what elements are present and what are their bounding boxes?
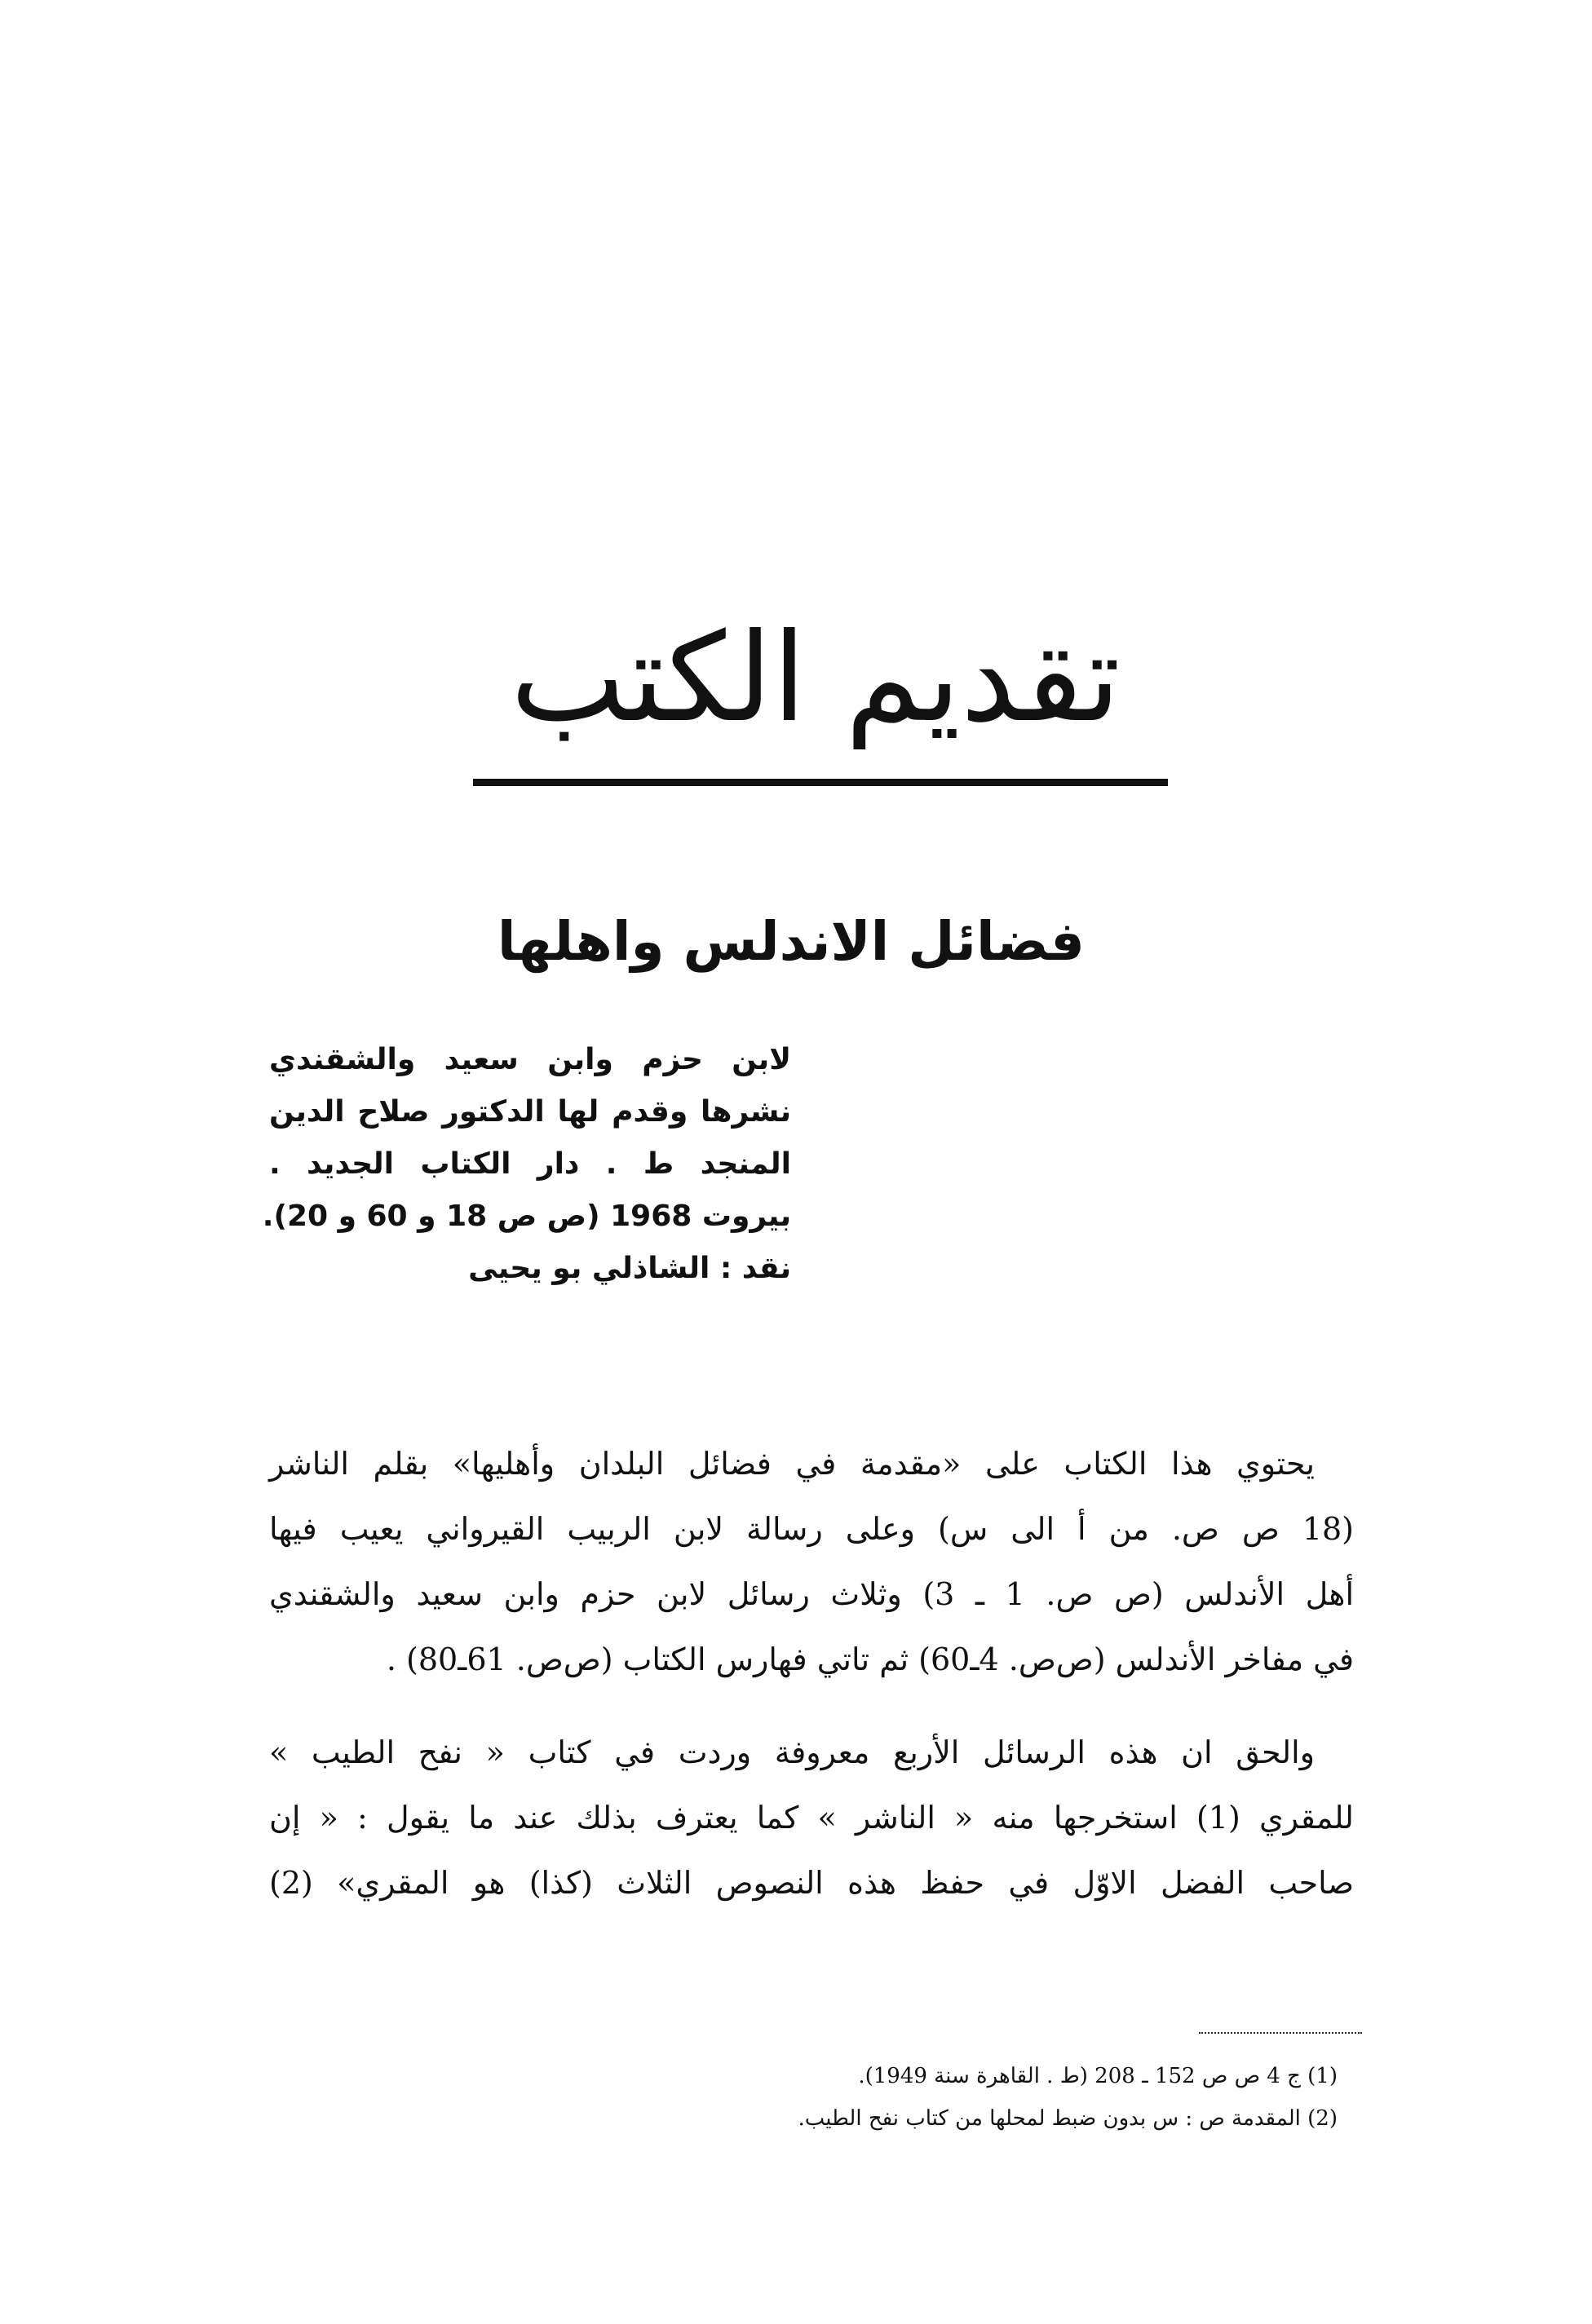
text-line: أهل الأندلس (ص ص. 1 ـ 3) وثلاث رسائل لابن حزم وابن سعيد والشقندي bbox=[269, 1576, 1354, 1612]
text-line: صاحب الفضل الاوّل في حفظ هذه النصوص الثلاث (كذا) هو المقري» (2) bbox=[269, 1865, 1354, 1901]
paragraph bbox=[269, 1431, 1354, 1692]
section-title: تقديم الكتب bbox=[510, 608, 1121, 749]
byline-authors: لابن حزم وابن سعيد والشقندي bbox=[269, 1043, 791, 1076]
footnote-1: (1) ج 4 ص ص 152 ـ 208 (ط . القاهرة سنة 1949). bbox=[858, 2064, 1338, 2088]
paragraph bbox=[269, 1720, 1354, 1915]
book-title: فضائل الاندلس واهلها bbox=[497, 910, 1085, 973]
byline-reviewer: نقد : الشاذلي بو يحيى bbox=[468, 1252, 791, 1285]
footnotes bbox=[620, 2055, 1338, 2140]
text-line: في مفاخر الأندلس (ص‌ص. 4ـ60) ثم تاتي فهارس الكتاب (ص‌ص. 61ـ80) . bbox=[386, 1641, 1354, 1677]
text-line: يحتوي هذا الكتاب على «مقدمة في فضائل البلدان وأهليها» بقلم الناشر bbox=[269, 1446, 1315, 1482]
book-byline bbox=[262, 1034, 791, 1295]
footnote-2: (2) المقدمة ص : س بدون ضبط لمحلها من كتاب نفح الطيب. bbox=[798, 2106, 1338, 2131]
text-line: والحق ان هذه الرسائل الأربع معروفة وردت في كتاب « نفح الطيب » bbox=[269, 1734, 1315, 1770]
text-line: (18 ص ص. من أ الى س) وعلى رسالة لابن الربيب القيرواني يعيب فيها bbox=[269, 1511, 1354, 1547]
title-underline bbox=[473, 779, 1168, 786]
footnote-separator bbox=[1199, 2032, 1362, 2034]
text-line: للمقري (1) استخرجها منه « الناشر » كما يعترف بذلك عند ما يقول : « إن bbox=[269, 1800, 1354, 1836]
review-body bbox=[269, 1431, 1354, 1943]
byline-publisher: المنجد ط . دار الكتاب الجديد . bbox=[269, 1147, 791, 1181]
byline-place-year: بيروت 1968 (ص ص 18 و 60 و 20). bbox=[262, 1200, 791, 1233]
byline-editor: نشرها وقدم لها الدكتور صلاح الدين bbox=[269, 1095, 791, 1129]
